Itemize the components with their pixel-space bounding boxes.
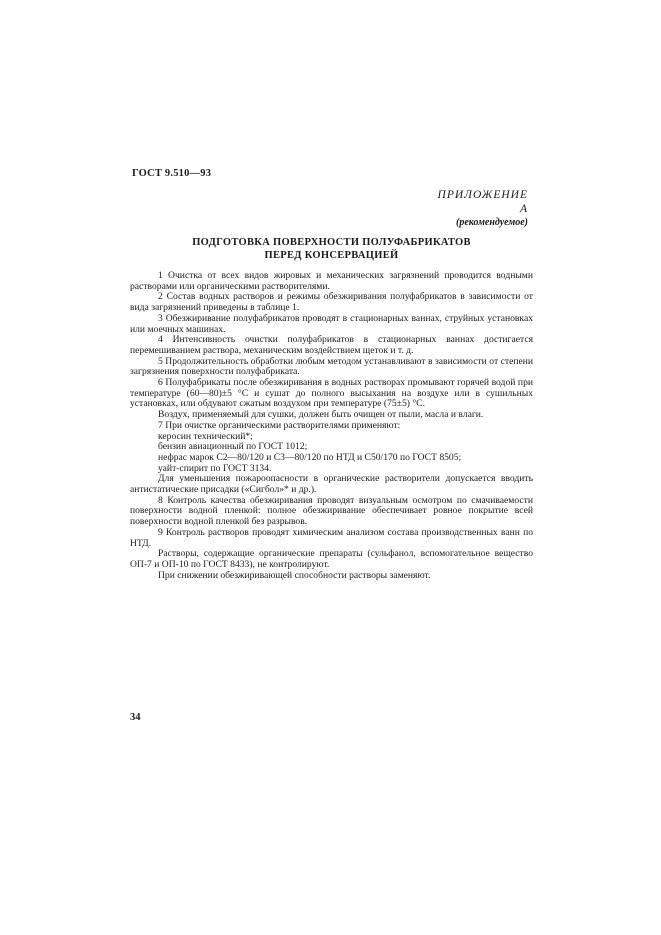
paragraph-9: 9 Контроль растворов проводят химическим анализом состава производственных ванн по НТД. xyxy=(130,526,533,549)
paragraph-6: 6 Полуфабрикаты после обезжиривания в водных растворах промывают горячей водой при температуре (60—80)±5 °С и сушат до полного высыхания на воздухе или в сушильных установках, или обдувают сжатым воздухом при температуре (75±5) °С. xyxy=(130,377,533,410)
section-title xyxy=(130,236,533,262)
paragraph-9-organic: Растворы, содержащие органические препараты (сульфанол, вспомогательное вещество ОП-7 и ОП-10 по ГОСТ 8433), не контролируют. xyxy=(130,548,533,570)
paragraph-2: 2 Состав водных растворов и режимы обезжиривания полуфабрикатов в зависимости от вида загрязнений приведены в таблице 1. xyxy=(130,291,533,314)
document-code: ГОСТ 9.510—93 xyxy=(132,168,212,179)
solvent-item-kerosene: керосин технический*; xyxy=(158,430,253,442)
paragraph-6-air: Воздух, применяемый для сушки, должен быть очищен от пыли, масла и влаги. xyxy=(158,409,484,421)
paragraph-8: 8 Контроль качества обезжиривания проводят визуальным осмотром по смачиваемости поверхности водной пленкой: полное обезжиривание обеспечивает ровное покрытие всей поверхности водной пленкой без разрывов. xyxy=(130,494,533,528)
paragraph-9-replace: При снижении обезжиривающей способности растворы заменяют. xyxy=(158,569,431,581)
page-number: 34 xyxy=(130,712,141,723)
paragraph-5: 5 Продолжительность обработки любым методом устанавливают в зависимости от степени загрязнения поверхности полуфабриката. xyxy=(130,355,533,378)
appendix-title: ПРИЛОЖЕНИЕ А xyxy=(437,189,528,215)
section-title-line-1: ПОДГОТОВКА ПОВЕРХНОСТИ ПОЛУФАБРИКАТОВ xyxy=(192,237,471,248)
paragraph-3: 3 Обезжиривание полуфабрикатов проводят в стационарных ваннах, струйных установках или моечных машинах. xyxy=(130,312,533,335)
body-text xyxy=(130,271,533,581)
solvent-item-white-spirit: уайт-спирит по ГОСТ 3134. xyxy=(158,462,272,474)
solvent-item-gasoline: бензин авиационный по ГОСТ 1012; xyxy=(158,441,308,453)
paragraph-7-additives: Для уменьшения пожароопасности в органические растворители допускается вводить антистатические присадки («Сигбол»* и др.). xyxy=(130,473,533,496)
section-title-line-2: ПЕРЕД КОНСЕРВАЦИЕЙ xyxy=(264,250,399,261)
appendix-status: (рекомендуемое) xyxy=(456,217,528,228)
paragraph-7: 7 При очистке органическими растворителями применяют: xyxy=(158,419,401,431)
appendix-label xyxy=(426,188,528,230)
paragraph-4: 4 Интенсивность очистки полуфабрикатов в стационарных ваннах достигается перемешиванием раствора, механическим воздействием щеток и т. д. xyxy=(130,334,533,356)
solvent-item-nefras: нефрас марок С2—80/120 и С3—80/120 по НТД и С50/170 по ГОСТ 8505; xyxy=(158,451,462,463)
paragraph-1: 1 Очистка от всех видов жировых и механических загрязнений проводится водными растворами или органическими растворителями. xyxy=(130,270,533,292)
